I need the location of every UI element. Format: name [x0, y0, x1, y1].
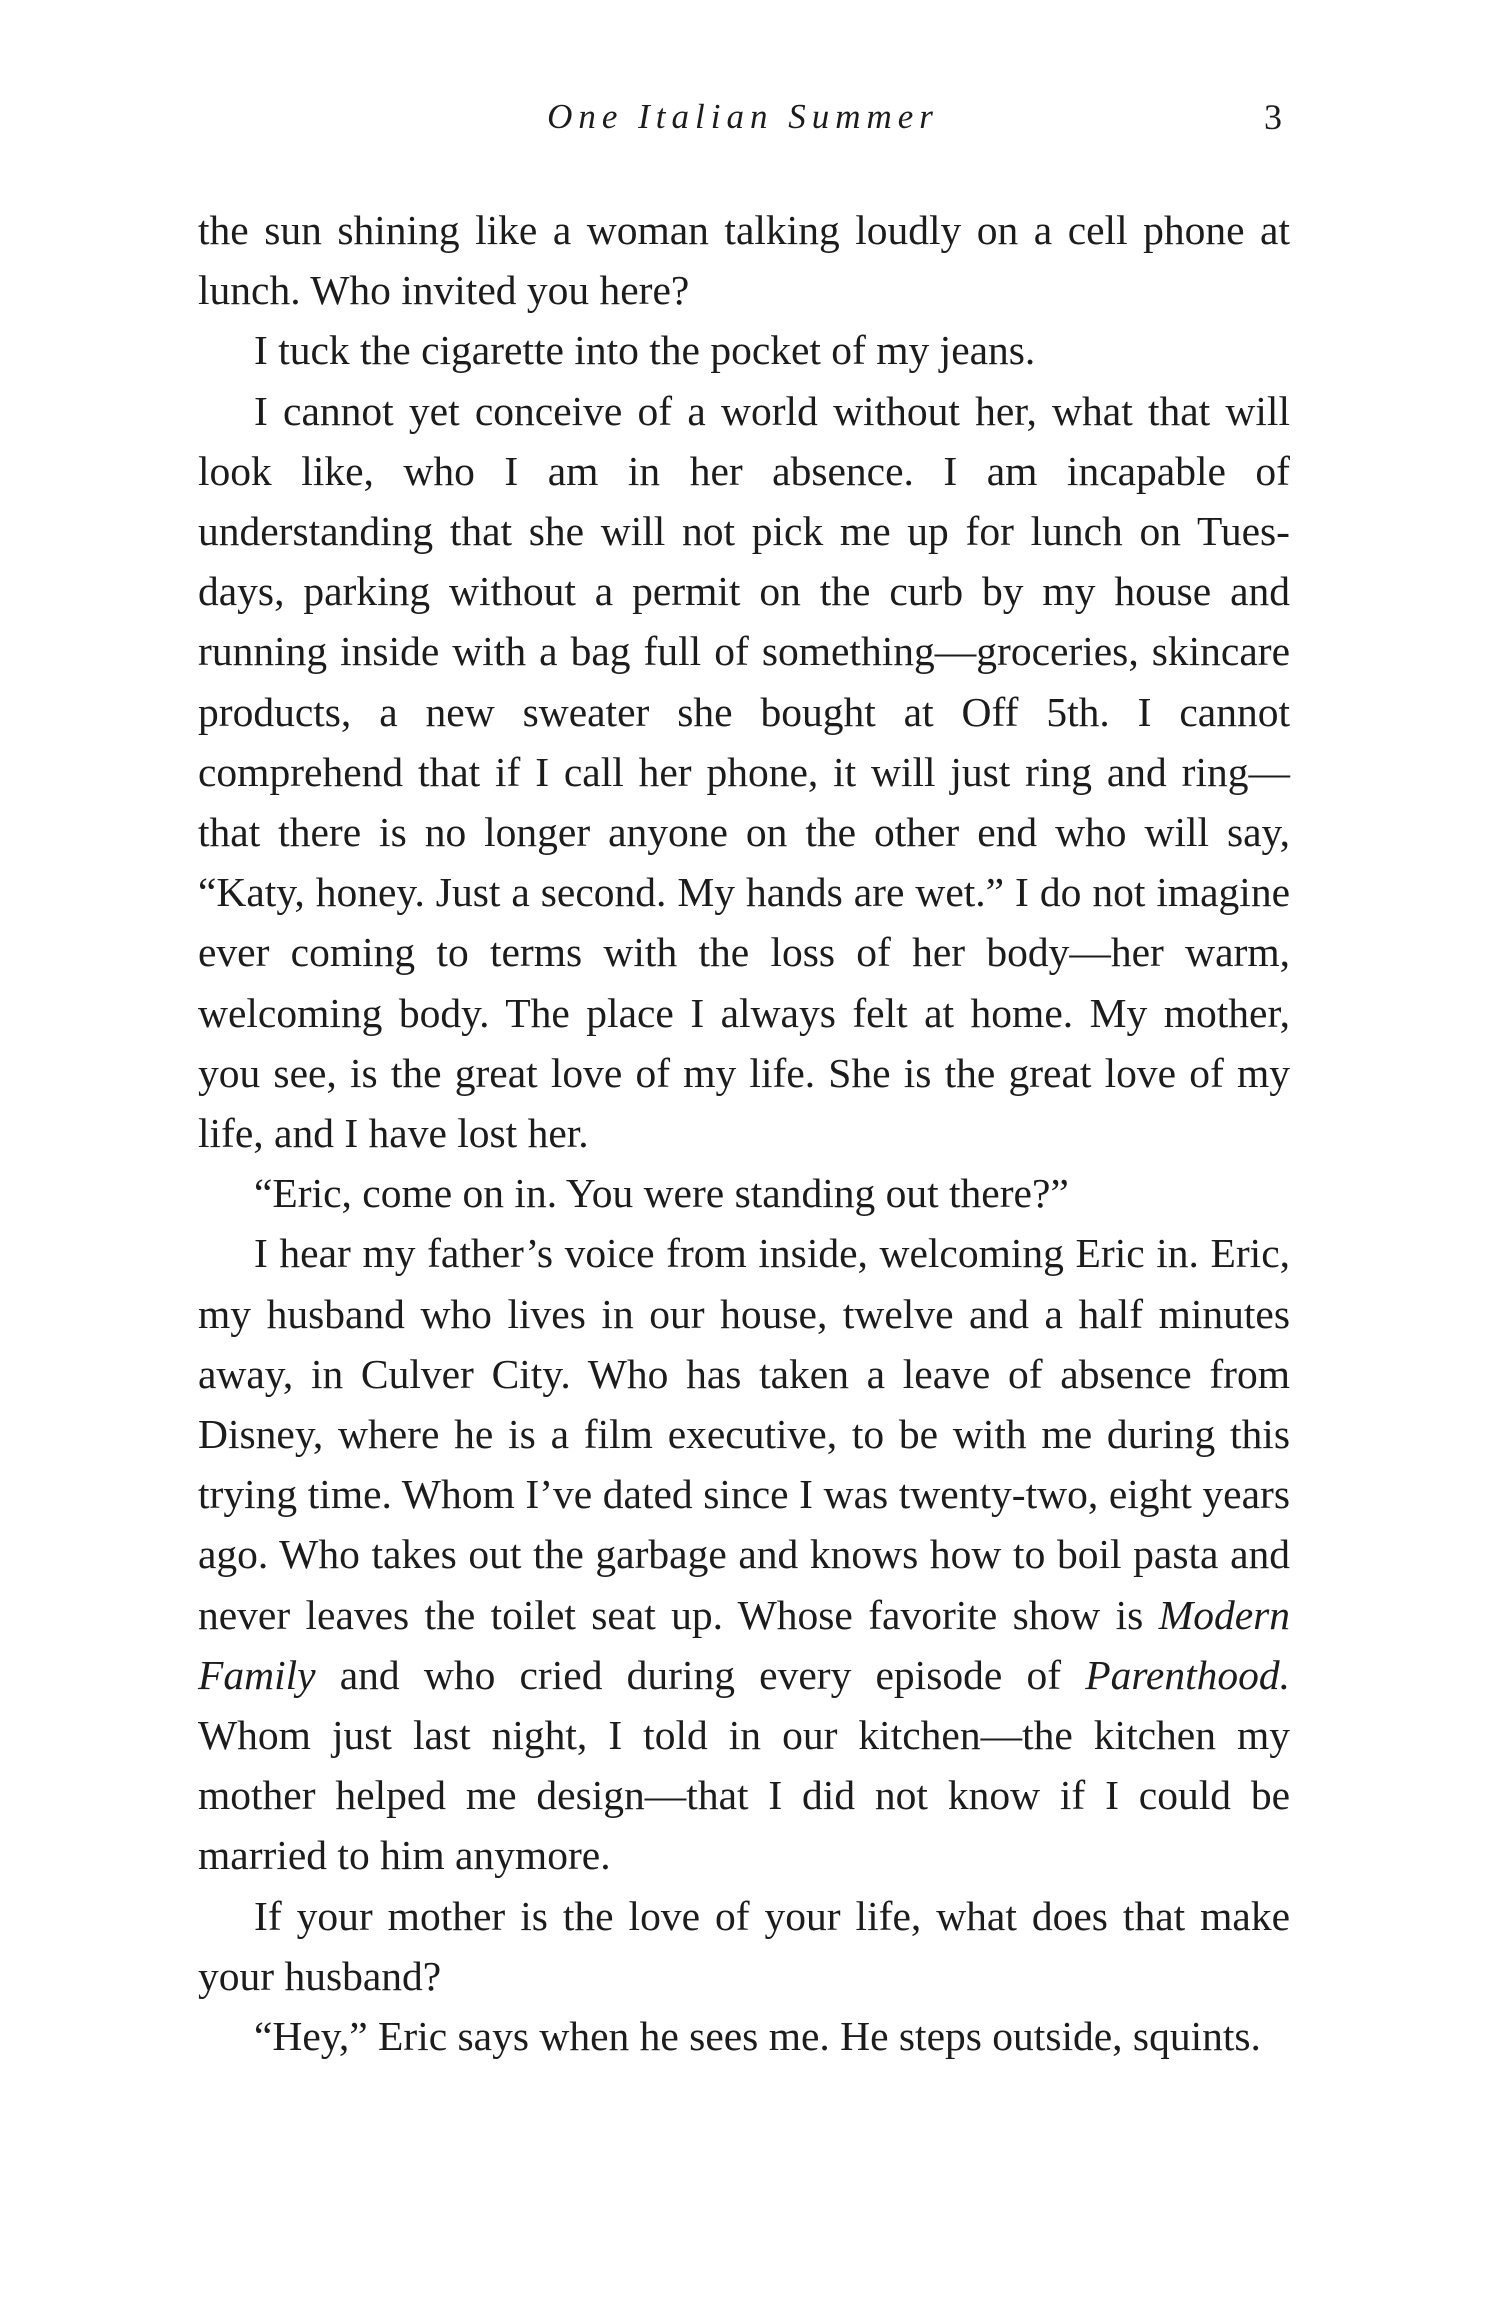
paragraph-5-start: I hear my father’s voice from inside, welcoming Eric in. Eric, my husband who lives in our house, twelve and a half minutes away, in Culver City. Who has taken a leave of absence from Disney, where he is a film executive, to be with me during this trying time. Whom I’ve dated since I was twenty-two, eight years ago. Who takes out the garbage and knows how to boil pasta and never leaves the toilet seat up. Whose favorite show is: [198, 1230, 1290, 1638]
running-head: [198, 92, 1288, 142]
paragraph-1: the sun shining like a woman talking loudly on a cell phone at lunch. Who invited you here?: [198, 207, 1290, 314]
book-title: One Italian Summer: [547, 97, 939, 136]
paragraph-4: “Eric, come on in. You were standing out there?”: [254, 1170, 1069, 1217]
show-title-modern-family: Modern Family: [198, 1591, 1291, 1698]
paragraph-7: “Hey,” Eric says when he sees me. He steps outside, squints.: [254, 2013, 1261, 2060]
paragraph-5-end: Whom just last night, I told in our kitchen—the kitchen my mother helped me design—that I did not know if I could be married to him anymore.: [198, 1712, 1290, 1879]
body-text: [198, 200, 1290, 2066]
paragraph-5: [198, 1223, 1290, 1885]
paragraph-5-middle: and who cried during every episode of: [339, 1651, 1062, 1698]
paragraph-3: I cannot yet conceive of a world without her, what that will look like, who I am in her absence. I am incapable of understanding that she will not pick me up for lunch on Tuesdays, parking without a permit on the curb by my house and running inside with a bag full of something—groceries, skincare products, a new sweater she bought at Off 5th. I cannot comprehend that if I call her phone, it will just ring and ring— that there is no longer anyone on the other end who will say, “Katy, honey. Just a second. My hands are wet.” I do not imagine ever coming to terms with the loss of her body—her warm, welcoming body. The place I always felt at home. My mother, you see, is the great love of my life. She is the great love of my life, and I have lost her.: [198, 387, 1290, 1157]
show-title-parenthood: Parenthood.: [1085, 1651, 1291, 1698]
paragraph-2: I tuck the cigarette into the pocket of my jeans.: [254, 327, 1036, 374]
page-number: 3: [1264, 97, 1282, 137]
paragraph-6: If your mother is the love of your life, what does that make your husband?: [198, 1892, 1290, 1999]
